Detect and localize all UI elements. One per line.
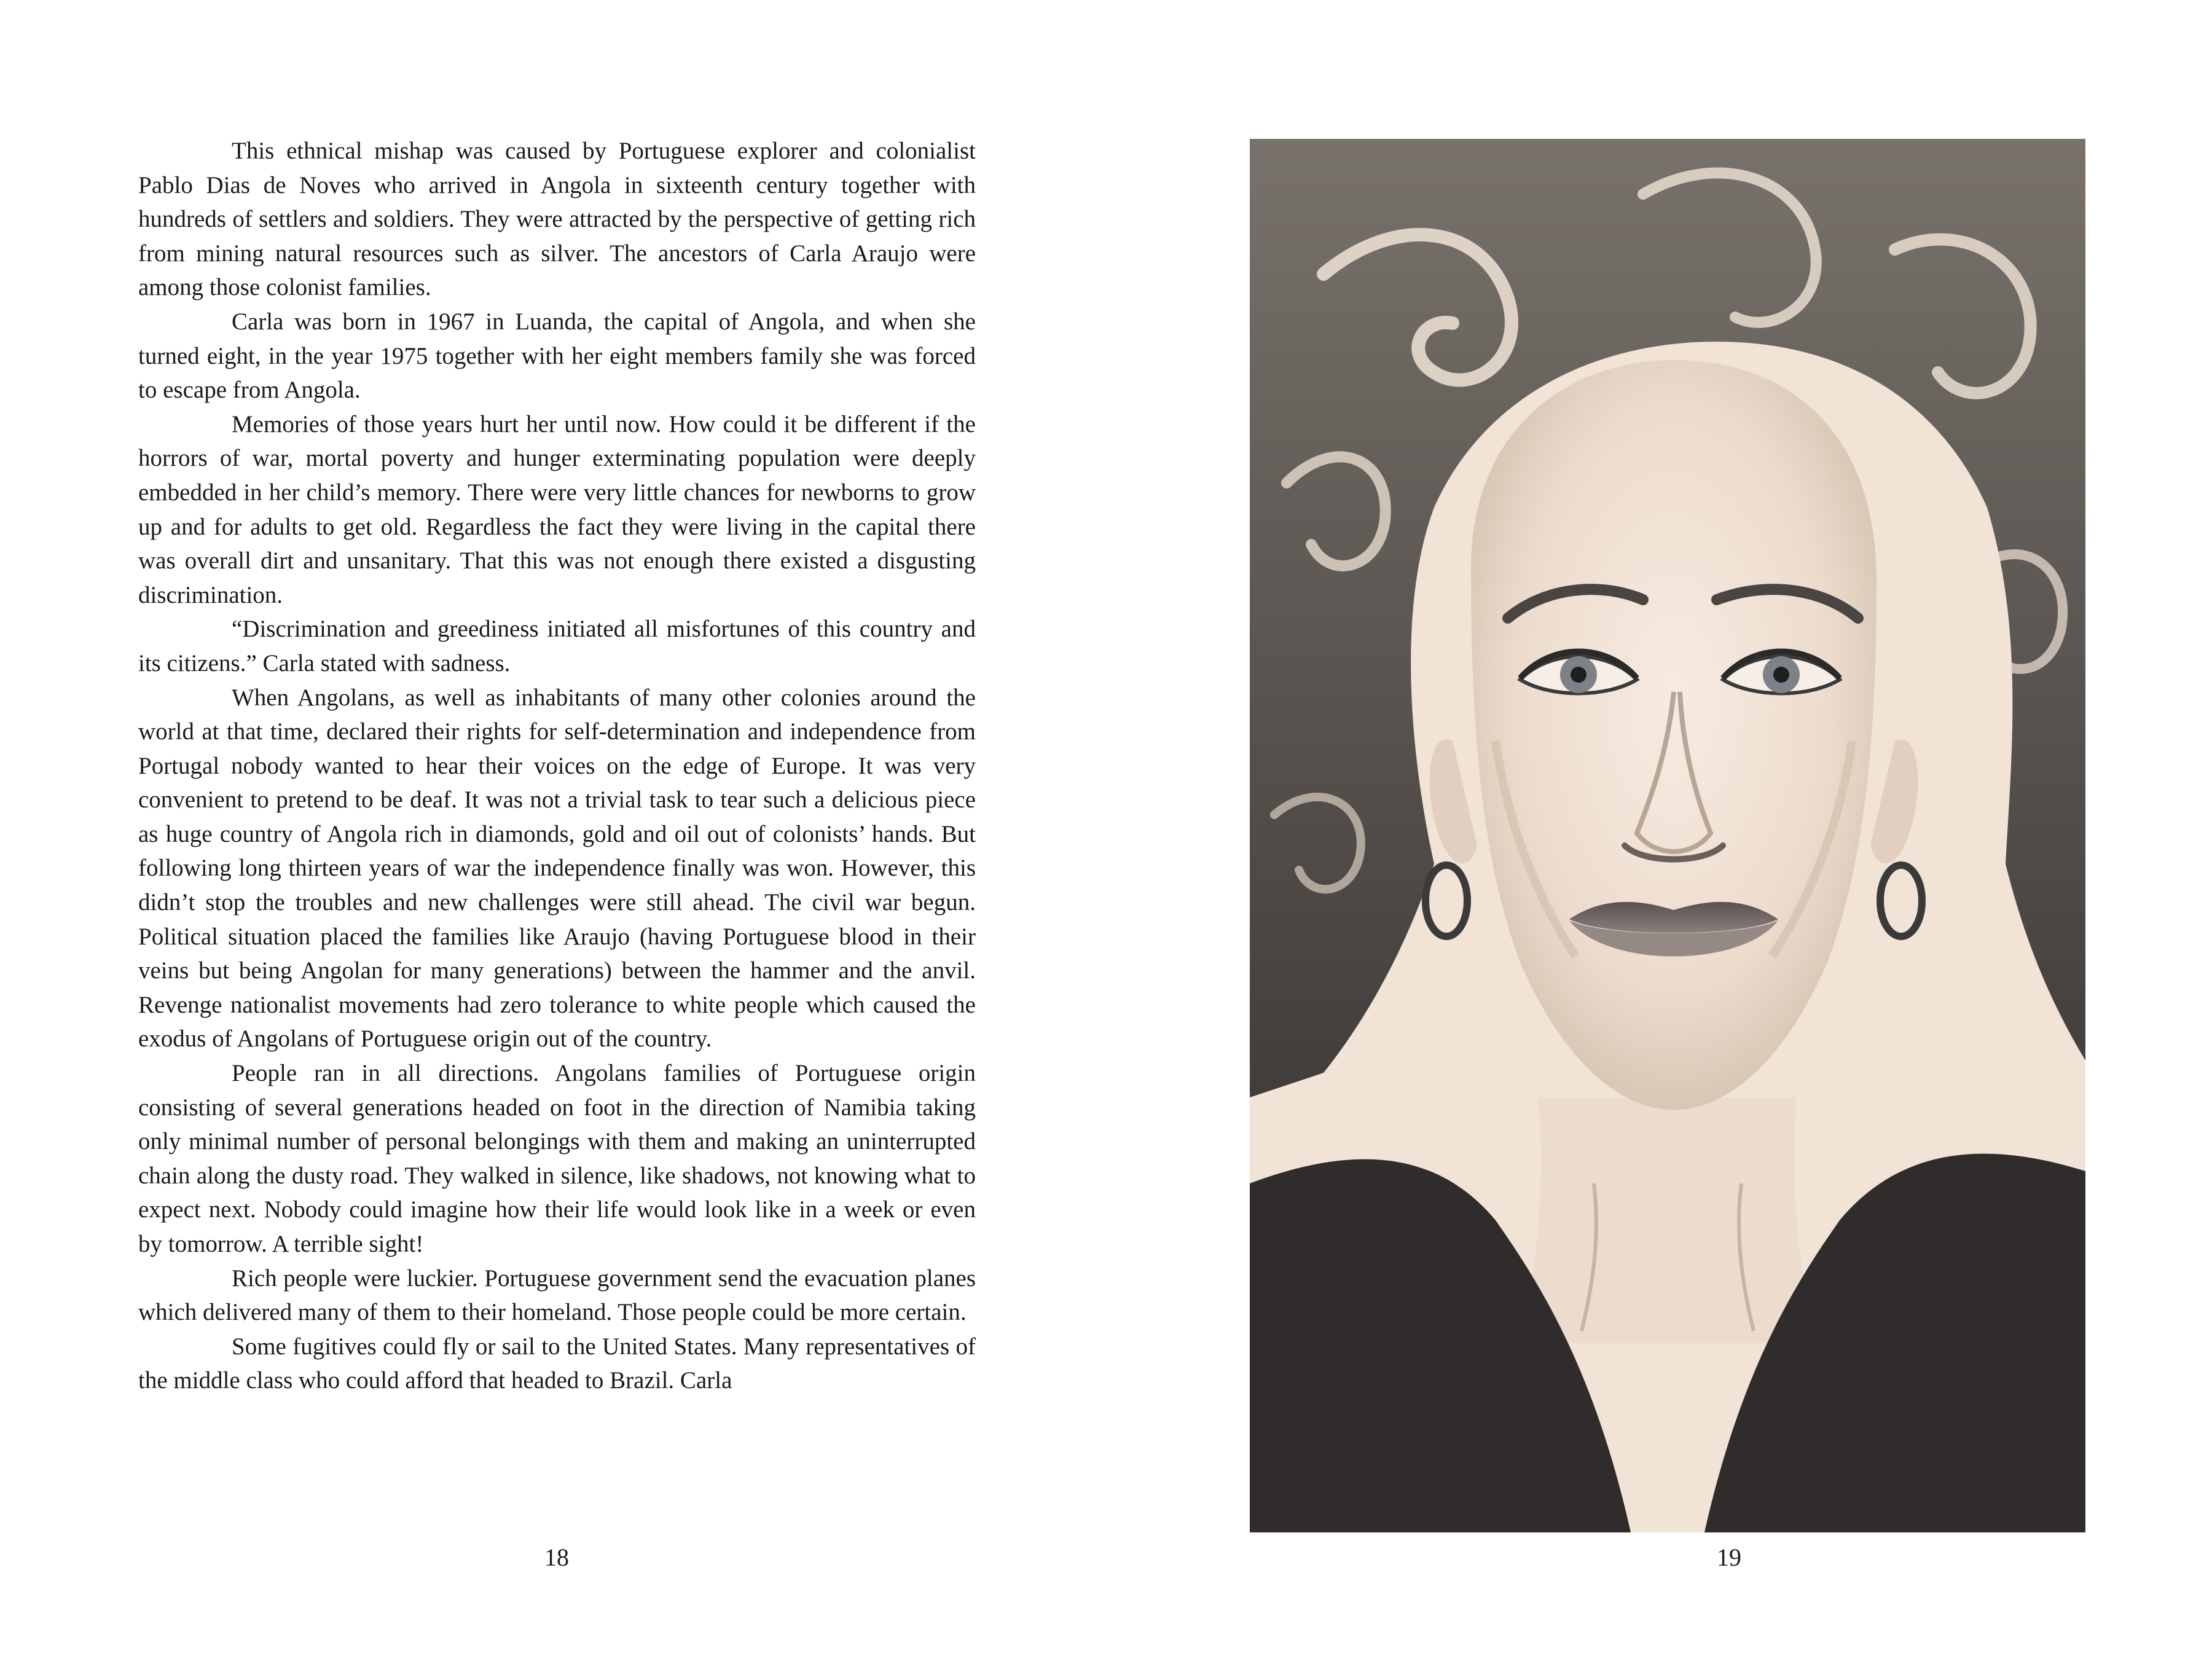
page-number-right: 19 [1717,1543,1741,1571]
paragraph: People ran in all directions. Angolans families of Portuguese origin consisting of several generations headed on foot in the direction of Namibia taking only minimal number of personal belongings with them and making an uninterrupted chain along the dusty road. They walked in silence, like shadows, not knowing what to expect next. Nobody could imagine how their life would look like in a week or even by tomorrow. A terrible sight! [138,1060,976,1257]
neck-shape [1520,1097,1815,1343]
paragraph: This ethnical mishap was caused by Portuguese explorer and colonialist Pablo Dias de Noves who arrived in Angola in sixteenth century together with hundreds of settlers and soldiers. They were attracted by the perspective of getting rich from mining natural resources such as silver. The ancestors of Carla Araujo were among those colonist families. [138,138,976,301]
portrait-illustration [1250,139,2085,1532]
paragraph: Some fugitives could fly or sail to the United States. Many representatives of the middle class who could afford that headed to Brazil. Carla [138,1333,976,1394]
paragraph: Carla was born in 1967 in Luanda, the capital of Angola, and when she turned eight, in the year 1975 together with her eight members family she was forced to escape from Angola. [138,308,976,404]
body-text [138,134,976,1398]
page-number-left: 18 [544,1543,569,1571]
portrait-drawing [1250,139,2085,1532]
right-page [1106,0,2212,1659]
paragraph: “Discrimination and greediness initiated all misfortunes of this country and its citizens.” Carla stated with sadness. [138,616,976,677]
paragraph: Rich people were luckier. Portuguese government send the evacuation planes which delivered many of them to their homeland. Those people could be more certain. [138,1265,976,1326]
paragraph: Memories of those years hurt her until now. How could it be different if the horrors of war, mortal poverty and hunger exterminating population were deeply embedded in her child’s memory. There were very little chances for newborns to grow up and for adults to get old. Regardless the fact they were living in the capital there was overall dirt and unsanitary. That this was not enough there existed a disgusting discrimination. [138,410,976,608]
paragraph: When Angolans, as well as inhabitants of many other colonies around the world at that time, declared their rights for self-determination and independence from Portugal nobody wanted to hear their voices on the edge of Europe. It was very convenient to pretend to be deaf. It was not a trivial task to tear such a delicious piece as huge country of Angola rich in diamonds, gold and oil out of colonists’ hands. But following long thirteen years of war the independence finally was won. However, this didn’t stop the troubles and new challenges were still ahead. The civil war begun. Political situation placed the families like Araujo (having Portuguese blood in their veins but being Angolan for many generations) between the hammer and the anvil. Revenge nationalist movements had zero tolerance to white people which caused the exodus of Angolans of Portuguese origin out of the country. [138,684,976,1053]
